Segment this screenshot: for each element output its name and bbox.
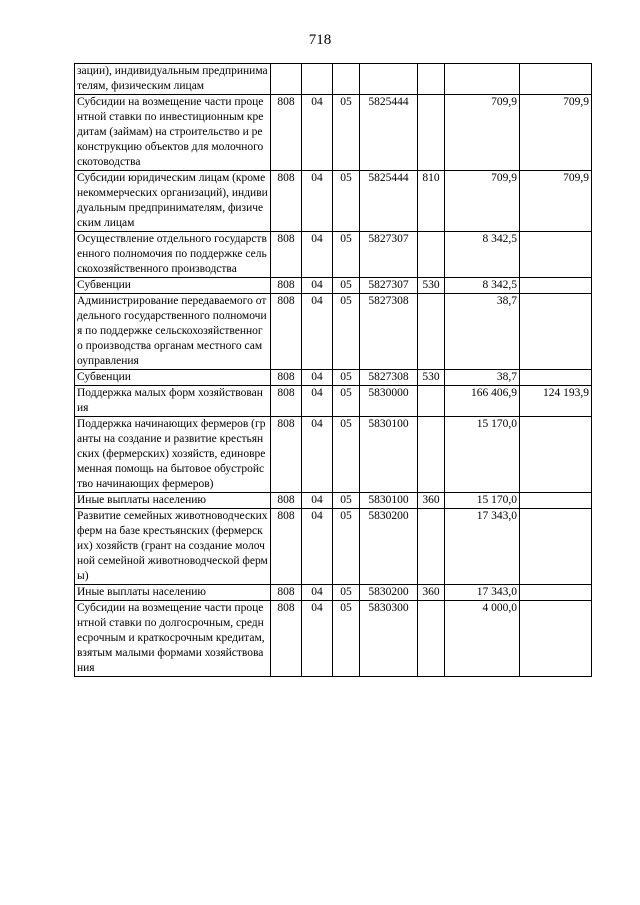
cell-csr: 5825444 xyxy=(360,171,418,232)
cell-rz: 04 xyxy=(302,95,333,171)
cell-pr: 05 xyxy=(333,585,360,601)
cell-sum-1: 17 343,0 xyxy=(445,509,520,585)
cell-csr: 5830200 xyxy=(360,509,418,585)
cell-csr: 5830000 xyxy=(360,386,418,417)
cell-name: Осуществление отдельного государственного полномочия по поддержке сельскохозяйственного производства xyxy=(75,232,271,278)
cell-name: Администрирование передаваемого отдельного государственного полномочия по поддержке сельскохозяйственного производства органам местного самоуправления xyxy=(75,294,271,370)
table-row xyxy=(75,278,592,294)
cell-ved: 808 xyxy=(271,95,302,171)
cell-sum-2: 124 193,9 xyxy=(520,386,592,417)
cell-ved: 808 xyxy=(271,493,302,509)
cell-csr: 5827307 xyxy=(360,278,418,294)
budget-table xyxy=(74,63,592,677)
cell-sum-1: 17 343,0 xyxy=(445,585,520,601)
cell-pr: 05 xyxy=(333,493,360,509)
cell-rz xyxy=(302,64,333,95)
cell-sum-1: 709,9 xyxy=(445,171,520,232)
cell-name: Субвенции xyxy=(75,278,271,294)
cell-csr: 5830200 xyxy=(360,585,418,601)
cell-csr: 5827308 xyxy=(360,370,418,386)
cell-sum-2 xyxy=(520,232,592,278)
cell-ved: 808 xyxy=(271,370,302,386)
cell-rz: 04 xyxy=(302,278,333,294)
cell-ved: 808 xyxy=(271,417,302,493)
cell-rz: 04 xyxy=(302,232,333,278)
cell-sum-1 xyxy=(445,64,520,95)
cell-csr: 5830100 xyxy=(360,493,418,509)
cell-rz: 04 xyxy=(302,601,333,677)
cell-name: Иные выплаты населению xyxy=(75,585,271,601)
table-row xyxy=(75,232,592,278)
cell-ved: 808 xyxy=(271,585,302,601)
table-row xyxy=(75,95,592,171)
cell-rz: 04 xyxy=(302,171,333,232)
cell-csr xyxy=(360,64,418,95)
cell-pr: 05 xyxy=(333,294,360,370)
table-row xyxy=(75,509,592,585)
cell-sum-2 xyxy=(520,585,592,601)
cell-vr: 530 xyxy=(418,370,445,386)
cell-name: Иные выплаты населению xyxy=(75,493,271,509)
cell-pr: 05 xyxy=(333,509,360,585)
table-row xyxy=(75,585,592,601)
cell-sum-2: 709,9 xyxy=(520,95,592,171)
cell-vr: 810 xyxy=(418,171,445,232)
cell-pr: 05 xyxy=(333,232,360,278)
cell-vr xyxy=(418,232,445,278)
table-row xyxy=(75,370,592,386)
cell-pr xyxy=(333,64,360,95)
cell-pr: 05 xyxy=(333,601,360,677)
cell-sum-1: 15 170,0 xyxy=(445,493,520,509)
table-row xyxy=(75,417,592,493)
cell-vr xyxy=(418,509,445,585)
cell-ved xyxy=(271,64,302,95)
cell-vr xyxy=(418,294,445,370)
cell-sum-1: 709,9 xyxy=(445,95,520,171)
cell-name: Субсидии юридическим лицам (кроме некоммерческих организаций), индивидуальным предпринимателям, физическим лицам xyxy=(75,171,271,232)
cell-sum-1: 4 000,0 xyxy=(445,601,520,677)
table-body xyxy=(75,64,592,677)
cell-sum-1: 8 342,5 xyxy=(445,278,520,294)
table-row xyxy=(75,601,592,677)
cell-pr: 05 xyxy=(333,95,360,171)
cell-sum-2 xyxy=(520,278,592,294)
cell-name: зации), индивидуальным предпринимателям, физическим лицам xyxy=(75,64,271,95)
cell-ved: 808 xyxy=(271,509,302,585)
cell-name: Субсидии на возмещение части процентной ставки по долгосрочным, среднесрочным и краткосрочным кредитам, взятым малыми формами хозяйствования xyxy=(75,601,271,677)
cell-vr: 360 xyxy=(418,585,445,601)
cell-sum-1: 38,7 xyxy=(445,294,520,370)
table-row xyxy=(75,171,592,232)
cell-sum-2 xyxy=(520,294,592,370)
cell-csr: 5827308 xyxy=(360,294,418,370)
cell-sum-2 xyxy=(520,370,592,386)
cell-sum-1: 8 342,5 xyxy=(445,232,520,278)
cell-vr: 360 xyxy=(418,493,445,509)
cell-ved: 808 xyxy=(271,278,302,294)
cell-vr: 530 xyxy=(418,278,445,294)
cell-name: Субсидии на возмещение части процентной ставки по инвестиционным кредитам (займам) на строительство и реконструкцию объектов для молочного скотоводства xyxy=(75,95,271,171)
cell-csr: 5827307 xyxy=(360,232,418,278)
cell-name: Поддержка начинающих фермеров (гранты на создание и развитие крестьянских (фермерских) хозяйств, единовременная помощь на бытовое обустройство начинающих фермеров) xyxy=(75,417,271,493)
cell-pr: 05 xyxy=(333,370,360,386)
cell-vr xyxy=(418,64,445,95)
cell-sum-2 xyxy=(520,493,592,509)
cell-sum-2 xyxy=(520,509,592,585)
cell-rz: 04 xyxy=(302,509,333,585)
cell-vr xyxy=(418,386,445,417)
cell-sum-1: 38,7 xyxy=(445,370,520,386)
table-row xyxy=(75,386,592,417)
cell-sum-2 xyxy=(520,601,592,677)
cell-ved: 808 xyxy=(271,171,302,232)
table-row xyxy=(75,493,592,509)
cell-sum-2: 709,9 xyxy=(520,171,592,232)
cell-vr xyxy=(418,95,445,171)
cell-csr: 5825444 xyxy=(360,95,418,171)
cell-vr xyxy=(418,417,445,493)
cell-name: Субвенции xyxy=(75,370,271,386)
cell-pr: 05 xyxy=(333,417,360,493)
cell-pr: 05 xyxy=(333,278,360,294)
cell-csr: 5830100 xyxy=(360,417,418,493)
cell-name: Развитие семейных животноводческих ферм на базе крестьянских (фермерских) хозяйств (грант на создание молочной семейной животноводческой фермы) xyxy=(75,509,271,585)
cell-sum-2 xyxy=(520,417,592,493)
cell-rz: 04 xyxy=(302,493,333,509)
cell-ved: 808 xyxy=(271,386,302,417)
cell-sum-2 xyxy=(520,64,592,95)
cell-vr xyxy=(418,601,445,677)
cell-ved: 808 xyxy=(271,232,302,278)
table-row xyxy=(75,294,592,370)
cell-pr: 05 xyxy=(333,386,360,417)
cell-csr: 5830300 xyxy=(360,601,418,677)
cell-rz: 04 xyxy=(302,294,333,370)
cell-ved: 808 xyxy=(271,601,302,677)
cell-ved: 808 xyxy=(271,294,302,370)
cell-name: Поддержка малых форм хозяйствования xyxy=(75,386,271,417)
table-row xyxy=(75,64,592,95)
cell-rz: 04 xyxy=(302,386,333,417)
cell-sum-1: 166 406,9 xyxy=(445,386,520,417)
cell-rz: 04 xyxy=(302,417,333,493)
cell-sum-1: 15 170,0 xyxy=(445,417,520,493)
page-number: 718 xyxy=(308,32,332,48)
cell-pr: 05 xyxy=(333,171,360,232)
cell-rz: 04 xyxy=(302,585,333,601)
cell-rz: 04 xyxy=(302,370,333,386)
